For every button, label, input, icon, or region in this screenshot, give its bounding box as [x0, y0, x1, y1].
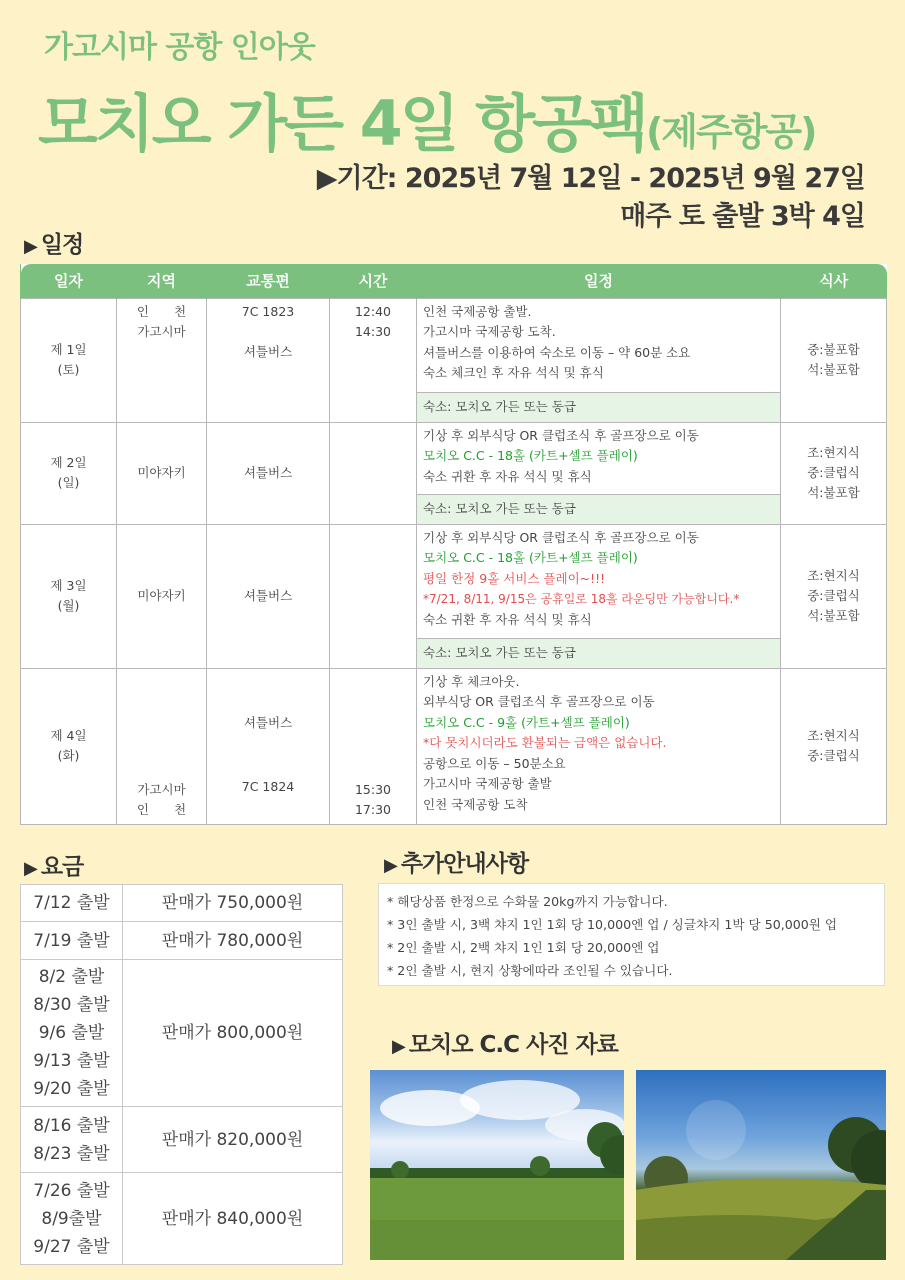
- transport-cell: 셔틀버스: [207, 524, 330, 668]
- day-cell: 제 1일 (토): [21, 298, 117, 422]
- transport-cell: 7C 1823 셔틀버스: [207, 298, 330, 422]
- day-cell: 제 4일 (화): [21, 668, 117, 824]
- price-dates: 7/26 출발 8/9출발 9/27 출발: [21, 1173, 123, 1265]
- golf-course-photo: [636, 1070, 886, 1260]
- transport-cell: 셔틀버스 7C 1824: [207, 668, 330, 824]
- time-cell: 15:30 17:30: [330, 668, 417, 824]
- triangle-icon: ▶: [24, 236, 37, 257]
- col-transport: 교통편: [207, 264, 330, 298]
- notice-item: * 2인 출발 시, 현지 상황에따라 조인될 수 있습니다.: [387, 963, 673, 978]
- photos-heading: ▶ 모치오 C.C 사진 자료: [392, 1032, 618, 1058]
- price-amount: 판매가 840,000원: [123, 1173, 343, 1265]
- plan-cell: 기상 후 외부식당 OR 클럽조식 후 골프장으로 이동 모치오 C.C - 18홀 (카트+셀프 플레이) 숙소 귀환 후 자유 석식 및 휴식: [417, 422, 781, 494]
- price-heading: ▶ 요금: [24, 854, 84, 880]
- price-amount: 판매가 820,000원: [123, 1107, 343, 1173]
- notice-box: [378, 883, 885, 986]
- schedule-header-row: [21, 264, 887, 298]
- price-table: [20, 884, 343, 1265]
- triangle-icon: ▶: [392, 1036, 405, 1057]
- golf-course-photo: [370, 1070, 624, 1260]
- price-dates: 8/2 출발 8/30 출발 9/6 출발 9/13 출발 9/20 출발: [21, 960, 123, 1107]
- region-cell: 가고시마 인 천: [117, 668, 207, 824]
- region-cell: 미야자키: [117, 422, 207, 524]
- triangle-icon: ▶: [24, 858, 37, 879]
- col-plan: 일정: [417, 264, 781, 298]
- price-dates: 8/16 출발 8/23 출발: [21, 1107, 123, 1173]
- transport-cell: 셔틀버스: [207, 422, 330, 524]
- title-main: 모치오 가든 4일 항공팩: [38, 87, 646, 160]
- price-dates: 7/19 출발: [21, 922, 123, 960]
- period-info: [317, 160, 865, 236]
- notice-item: * 2인 출발 시, 2백 챠지 1인 1회 당 20,000엔 업: [387, 940, 660, 955]
- price-amount: 판매가 800,000원: [123, 960, 343, 1107]
- price-amount: 판매가 750,000원: [123, 885, 343, 922]
- time-cell: 12:40 14:30: [330, 298, 417, 422]
- meals-cell: 조:현지식 중:클럽식 석:불포함: [781, 422, 887, 524]
- triangle-icon: ▶: [384, 855, 397, 876]
- meals-cell: 중:불포함 석:불포함: [781, 298, 887, 422]
- plan-cell: 기상 후 외부식당 OR 클럽조식 후 골프장으로 이동 모치오 C.C - 18홀 (카트+셀프 플레이) 평일 한정 9홀 서비스 플레이~!!! *7/21, 8/11, 9/15은 공휴일로 18홀 라운딩만 가능합니다.* 숙소 귀환 후 자유 석식 및 휴식: [417, 524, 781, 638]
- hotel-cell: 숙소: 모치오 가든 또는 동급: [417, 494, 781, 524]
- time-cell: [330, 524, 417, 668]
- col-time: 시간: [330, 264, 417, 298]
- day-cell: 제 2일 (일): [21, 422, 117, 524]
- period-line: ▶기간: 2025년 7월 12일 - 2025년 9월 27일: [316, 163, 865, 194]
- table-row: [21, 668, 887, 824]
- hotel-cell: 숙소: 모치오 가든 또는 동급: [417, 392, 781, 422]
- day-cell: 제 3일 (월): [21, 524, 117, 668]
- subtitle: 가고시마 공항 인아웃: [44, 30, 315, 65]
- col-meals: 식사: [781, 264, 887, 298]
- price-row: [21, 1173, 343, 1265]
- price-row: [21, 885, 343, 922]
- meals-cell: 조:현지식 중:클럽식 석:불포함: [781, 524, 887, 668]
- meals-cell: 조:현지식 중:클럽식: [781, 668, 887, 824]
- col-region: 지역: [117, 264, 207, 298]
- col-day: 일자: [21, 264, 117, 298]
- departure-line: 매주 토 출발 3박 4일: [620, 201, 865, 232]
- table-row: [21, 298, 887, 392]
- region-cell: 인 천 가고시마: [117, 298, 207, 422]
- price-row: [21, 960, 343, 1107]
- schedule-heading: ▶ 일정: [24, 232, 84, 258]
- notice-item: * 해당상품 한정으로 수화물 20kg까지 가능합니다.: [387, 894, 668, 909]
- title-airline: (제주항공): [645, 110, 816, 154]
- table-row: [21, 422, 887, 494]
- price-row: [21, 922, 343, 960]
- notice-item: * 3인 출발 시, 3백 챠지 1인 1회 당 10,000엔 업 / 싱글챠지 1박 당 50,000원 업: [387, 917, 838, 932]
- time-cell: [330, 422, 417, 524]
- price-row: [21, 1107, 343, 1173]
- region-cell: 미야자키: [117, 524, 207, 668]
- plan-cell: 인천 국제공항 출발. 가고시마 국제공항 도착. 셔틀버스를 이용하여 숙소로 이동 – 약 60분 소요 숙소 체크인 후 자유 석식 및 휴식: [417, 298, 781, 392]
- price-amount: 판매가 780,000원: [123, 922, 343, 960]
- table-row: [21, 524, 887, 638]
- schedule-table: [20, 264, 887, 825]
- page-title: [38, 74, 816, 163]
- price-dates: 7/12 출발: [21, 885, 123, 922]
- hotel-cell: 숙소: 모치오 가든 또는 동급: [417, 638, 781, 668]
- notice-heading: ▶ 추가안내사항: [384, 851, 529, 877]
- plan-cell: 기상 후 체크아웃. 외부식당 OR 클럽조식 후 골프장으로 이동 모치오 C.C - 9홀 (카트+셀프 플레이) *다 못치시더라도 환불되는 금액은 없습니다. 공항으로 이동 – 50분소요 가고시마 국제공항 출발 인천 국제공항 도착: [417, 668, 781, 824]
